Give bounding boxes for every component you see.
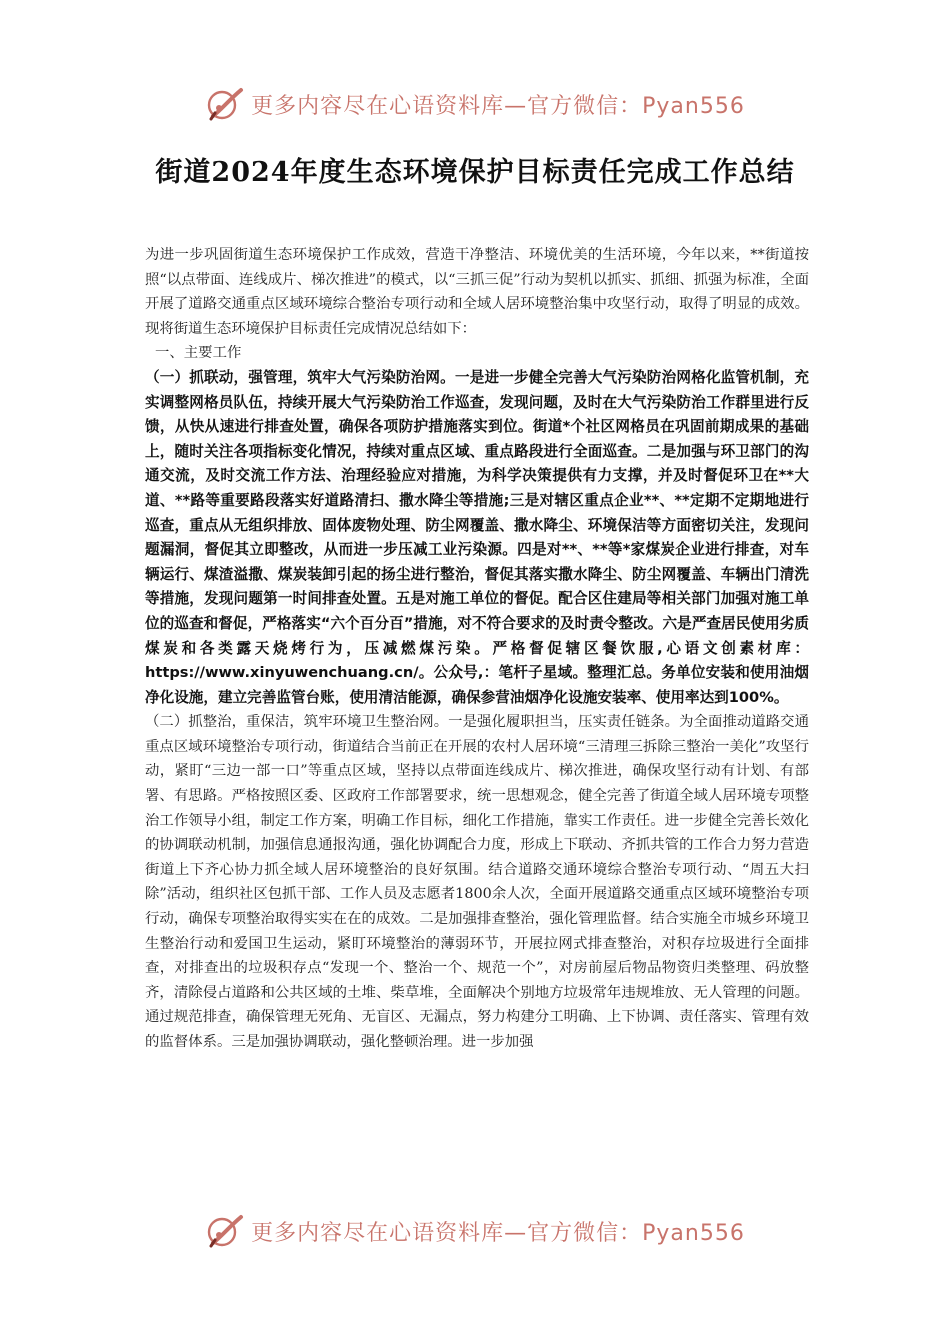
brush-pen-logo-icon: [205, 1213, 245, 1249]
document-body: [145, 243, 809, 1055]
intro-paragraph: 为进一步巩固街道生态环境保护工作成效，营造干净整洁、环境优美的生活环境，今年以来，**街道按照“以点带面、连线成片、梯次推进”的模式，以“三抓三促”行动为契机以抓实、抓细、抓强为标准，全面开展了道路交通重点区域环境综合整治专项行动和全域人居环境整治集中攻坚行动，取得了明显的成效。现将街道生态环境保护目标责任完成情况总结如下：: [145, 247, 809, 337]
header-banner: [0, 84, 950, 124]
brush-pen-logo-icon: [205, 86, 245, 122]
banner-text: 更多内容尽在心语资料库—官方微信：Pyan556: [251, 1220, 745, 1246]
footer-banner: [0, 1211, 950, 1251]
document-title: 街道2024年度生态环境保护目标责任完成工作总结: [155, 157, 795, 188]
section-heading: 一、主要工作: [155, 345, 242, 362]
section-2-paragraph: （二）抓整治，重保洁，筑牢环境卫生整治网。一是强化履职担当，压实责任链条。为全面推动道路交通重点区域环境整治专项行动，街道结合当前正在开展的农村人居环境“三清理三拆除三整治一美化”攻坚行动，紧盯“三边一部一口”等重点区域，坚持以点带面连线成片、梯次推进，确保攻坚行动有计划、有部署、有思路。严格按照区委、区政府工作部署要求，统一思想观念，健全完善了街道全域人居环境专项整治工作领导小组，制定工作方案，明确工作目标，细化工作措施，靠实工作责任。进一步健全完善长效化的协调联动机制，加强信息通报沟通，强化协调配合力度，形成上下联动、齐抓共管的工作合力努力营造街道上下齐心协力抓全域人居环境整治的良好氛围。结合道路交通环境综合整治专项行动、“周五大扫除”活动，组织社区包抓干部、工作人员及志愿者1800余人次，全面开展道路交通重点区域环境整治专项行动，确保专项整治取得实实在在的成效。二是加强排查整治，强化管理监督。结合实施全市城乡环境卫生整治行动和爱国卫生运动，紧盯环境整治的薄弱环节，开展拉网式排查整治，对积存垃圾进行全面排查，对排查出的垃圾积存点“发现一个、整治一个、规范一个”，对房前屋后物品物资归类整理、码放整齐，清除侵占道路和公共区域的土堆、柴草堆，全面解决个别地方垃圾常年违规堆放、无人管理的问题。通过规范排查，确保管理无死角、无盲区、无漏点，努力构建分工明确、上下协调、责任落实、管理有效的监督体系。三是加强协调联动，强化整顿治理。进一步加强: [145, 714, 809, 1050]
section-1-paragraph: （一）抓联动，强管理，筑牢大气污染防治网。一是进一步健全完善大气污染防治网格化监管机制，充实调整网格员队伍，持续开展大气污染防治工作巡查，发现问题，及时在大气污染防治工作群里进行反馈，从快从速进行排查处置，确保各项防护措施落实到位。街道*个社区网格员在巩固前期成果的基础上，随时关注各项指标变化情况，持续对重点区域、重点路段进行全面巡查。二是加强与环卫部门的沟通交流，及时交流工作方法、治理经验应对措施，为科学决策提供有力支撑，并及时督促环卫在**大道、**路等重要路段落实好道路清扫、撒水降尘等措施;三是对辖区重点企业**、**定期不定期地进行巡查，重点从无组织排放、固体废物处理、防尘网覆盖、撒水降尘、环境保洁等方面密切关注，发现问题漏洞，督促其立即整改，从而进一步压减工业污染源。四是对**、**等*家煤炭企业进行排查，对车辆运行、煤渣溢撒、煤炭装卸引起的扬尘进行整治，督促其落实撒水降尘、防尘网覆盖、车辆出门清洗等措施，发现问题第一时间排查处置。五是对施工单位的督促。配合区住建局等相关部门加强对施工单位的巡查和督促，严格落实“六个百分百”措施，对不符合要求的及时责令整改。六是严查居民使用劣质煤炭和各类露天烧烤行为，压减燃煤污染。严格督促辖区餐饮服,心语文创素材库：https://www.xinyuwenchuang.cn/。公众号,：笔杆子星域。整理汇总。务单位安装和使用油烟净化设施，建立完善监管台账，使用清洁能源，确保参营油烟净化设施安装率、使用率达到100%。: [145, 368, 809, 706]
banner-text: 更多内容尽在心语资料库—官方微信：Pyan556: [251, 93, 745, 119]
